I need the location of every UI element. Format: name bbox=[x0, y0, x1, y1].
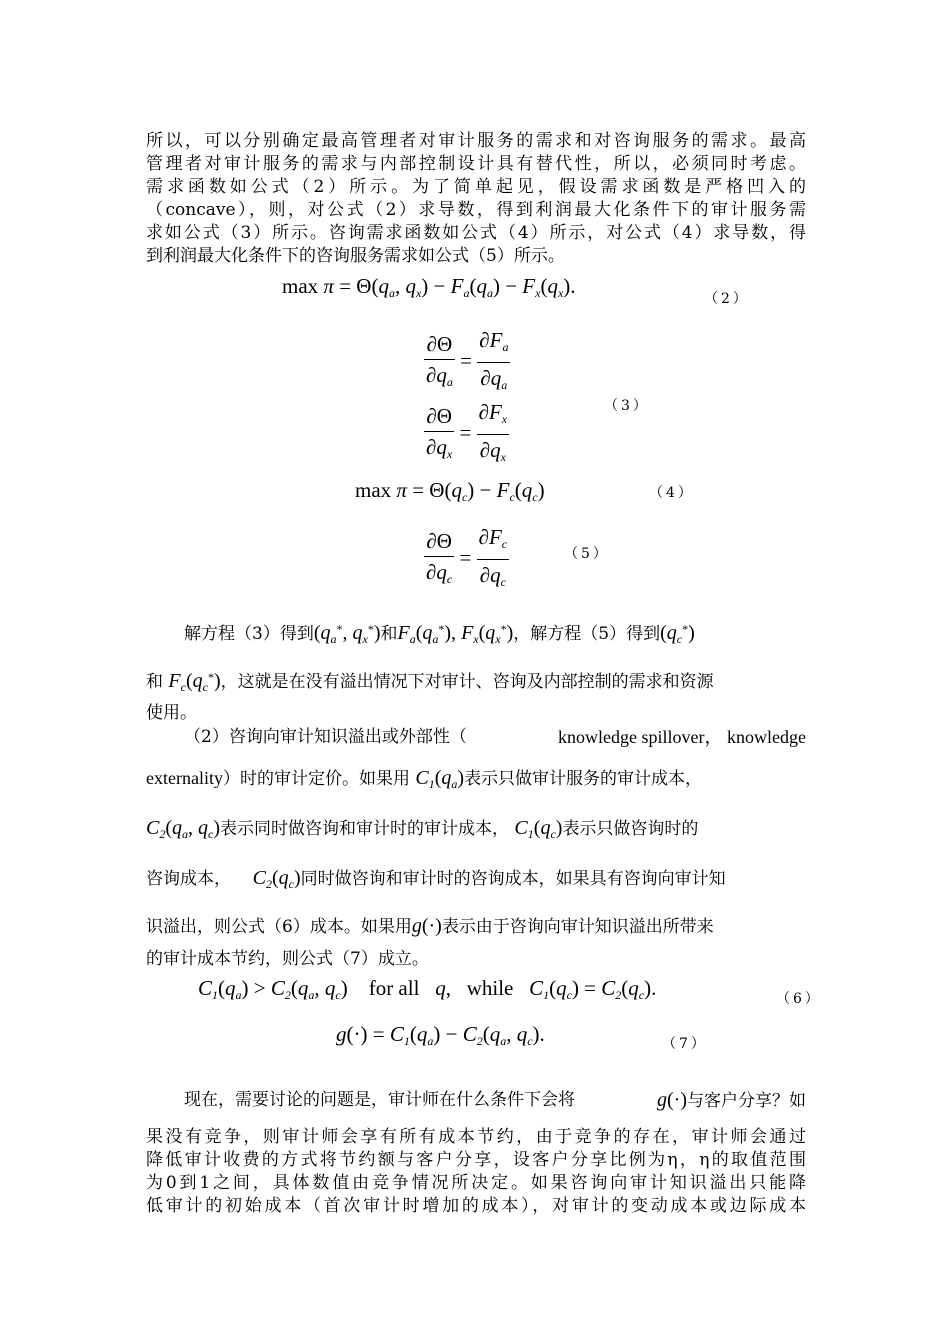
paragraph4-line1: 现在，需要讨论的问题是，审计师在什么条件下会将 g(·)与客户分享？如 bbox=[184, 1089, 806, 1111]
equation-7-number: （7） bbox=[662, 1036, 708, 1052]
paragraph1-line4: （concave），则，对公式（2）求导数，得到利润最大化条件下的审计服务需 bbox=[146, 200, 806, 220]
equation-5: $\frac{\partial\Theta}{\partial q_c}$ = $\frac{\partial F_c}{\partial q_c}$ bbox=[424, 522, 509, 597]
paragraph1-line5: 求如公式（3）所示。咨询需求函数如公式（4）所示，对公式（4）求导数，得 bbox=[146, 223, 806, 243]
equation-2: $\max \pi = \Theta(q_a$, $q_x) - F_a(q_a) - F_x(q_x)$. bbox=[282, 274, 576, 300]
equation-3-number: （3） bbox=[604, 398, 650, 414]
paragraph4-line4: 为0到1之间，具体数值由竞争情况所决定。如果咨询向审计知识溢出只能降 bbox=[146, 1173, 806, 1193]
paragraph1-line6: 到利润最大化条件下的咨询服务需求如公式（5）所示。 bbox=[146, 246, 565, 266]
paragraph4-line2: 果没有竞争，则审计师会享有所有成本节约，由于竞争的存在，审计师会通过 bbox=[146, 1127, 806, 1147]
paragraph3-line2: externality）时的审计定价。如果用 $C_1(q_a)$表示只做审计服务的审计成本， bbox=[146, 767, 703, 791]
paragraph1-line3: 需求函数如公式（2）所示。为了简单起见，假设需求函数是严格凹入的 bbox=[146, 177, 806, 197]
equation-2-number: （2） bbox=[704, 291, 750, 307]
equation-4: $\max \pi = \Theta(q_c) - F_c(q_c)$ bbox=[355, 478, 545, 504]
paragraph1-line1: 所以，可以分别确定最高管理者对审计服务的需求和对咨询服务的需求。最高 bbox=[146, 131, 806, 151]
equation-3b: $\frac{\partial\Theta}{\partial q_x}$ = $\frac{\partial F_x}{\partial q_x}$ bbox=[424, 397, 509, 472]
equation-3a: $\frac{\partial\Theta}{\partial q_a}$ = $\frac{\partial F_a}{\partial q_a}$ bbox=[424, 325, 510, 400]
paragraph3-line3: $C_2(q_a$, $q_c$)表示同时做咨询和审计时的审计成本， $C_1(q_c)$表示只做咨询时的 bbox=[146, 817, 699, 841]
equation-7: $g(\cdot) = C_1(q_a) - C_2(q_a$, $q_c$). bbox=[336, 1022, 545, 1048]
equation-4-number: （4） bbox=[649, 485, 695, 501]
paragraph3-line5: 识溢出，则公式（6）成本。如果用g(·)表示由于咨询向审计知识溢出所带来 bbox=[146, 915, 714, 937]
paragraph2-line3: 使用。 bbox=[146, 703, 197, 723]
paragraph3-line6: 的审计成本节约，则公式（7）成立。 bbox=[146, 949, 429, 969]
equation-5-number: （5） bbox=[564, 546, 610, 562]
paragraph4-line3: 降低审计收费的方式将节约额与客户分享，设客户分享比例为η，η的取值范围 bbox=[146, 1150, 806, 1170]
paragraph3-line4: 咨询成本， $C_2(q_c)$同时做咨询和审计时的咨询成本，如果具有咨询向审计知 bbox=[146, 867, 726, 891]
paragraph4-line5: 低审计的初始成本（首次审计时增加的成本），对审计的变动成本或边际成本 bbox=[146, 1196, 806, 1216]
equation-6-number: （6） bbox=[776, 991, 822, 1007]
equation-6: $C_1(q_a) > C_2(q_a$, $q_c$) for all q, while $C_1(q_c) = C_2(q_c)$. bbox=[198, 976, 657, 1002]
paragraph2-line1: 解方程（3）得到($q_a^*$, $q_x^*$)和$F_a(q_a^*)$, $F_x(q_x^*)$，解方程（5）得到$(q_c^*)$ bbox=[184, 622, 695, 646]
paragraph1-line2: 管理者对审计服务的需求与内部控制设计具有替代性，所以，必须同时考虑。 bbox=[146, 154, 806, 174]
paragraph3-line1: （2）咨询向审计知识溢出或外部性（ knowledge spillover， knowledge bbox=[184, 727, 806, 747]
paragraph2-line2: 和 $F_c(q_c^*)$，这就是在没有溢出情况下对审计、咨询及内部控制的需求和资源 bbox=[146, 670, 714, 694]
